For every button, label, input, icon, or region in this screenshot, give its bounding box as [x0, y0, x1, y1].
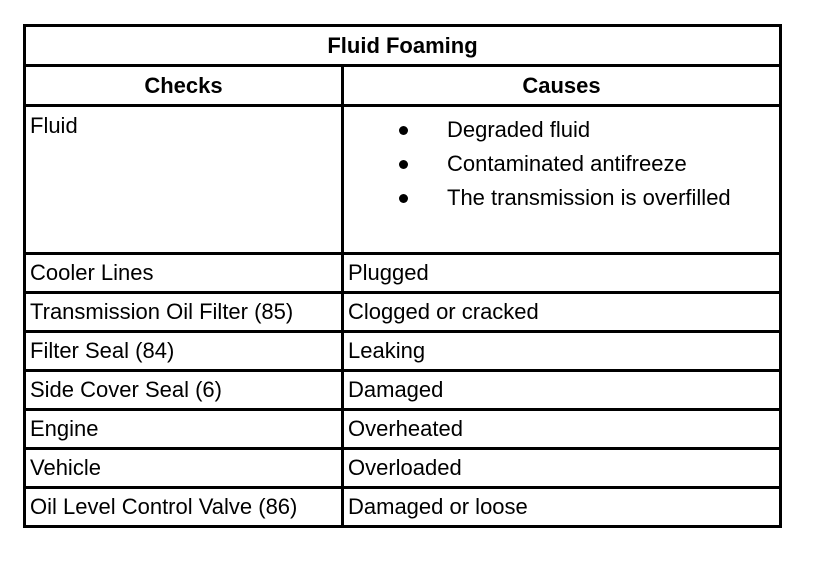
table-row: [25, 371, 781, 410]
list-item: [344, 151, 779, 185]
check-cell: Engine: [25, 410, 343, 449]
table-title-row: [25, 26, 781, 66]
cause-cell: Damaged: [343, 371, 781, 410]
check-cell: Vehicle: [25, 449, 343, 488]
check-cell: [25, 106, 343, 254]
check-cell: Transmission Oil Filter (85): [25, 293, 343, 332]
bullet-icon: [399, 126, 408, 135]
cause-cell: Overheated: [343, 410, 781, 449]
cause-list: [344, 107, 779, 219]
check-cell: Side Cover Seal (6): [25, 371, 343, 410]
fluid-foaming-table: [23, 24, 782, 528]
table-header-row: [25, 66, 781, 106]
cause-cell: Overloaded: [343, 449, 781, 488]
table-row: [25, 254, 781, 293]
check-cell: Oil Level Control Valve (86): [25, 488, 343, 527]
check-cell: Cooler Lines: [25, 254, 343, 293]
cause-cell: [343, 106, 781, 254]
cause-cell: Plugged: [343, 254, 781, 293]
table-row: [25, 488, 781, 527]
bullet-icon: [399, 160, 408, 169]
checks-header: Checks: [25, 66, 343, 106]
table-title: Fluid Foaming: [25, 26, 781, 66]
list-item: [344, 185, 779, 219]
cause-cell: Damaged or loose: [343, 488, 781, 527]
check-cell: Filter Seal (84): [25, 332, 343, 371]
bullet-icon: [399, 194, 408, 203]
causes-header: Causes: [343, 66, 781, 106]
check-label: Fluid: [30, 113, 78, 138]
table-row: [25, 410, 781, 449]
table-row: [25, 449, 781, 488]
cause-text: The transmission is overfilled: [447, 185, 731, 210]
cause-cell: Clogged or cracked: [343, 293, 781, 332]
cause-text: Contaminated antifreeze: [447, 151, 687, 176]
cause-text: Degraded fluid: [447, 117, 591, 142]
cause-cell: Leaking: [343, 332, 781, 371]
table-row: [25, 293, 781, 332]
table-row: [25, 106, 781, 254]
list-item: [344, 117, 779, 151]
table-row: [25, 332, 781, 371]
